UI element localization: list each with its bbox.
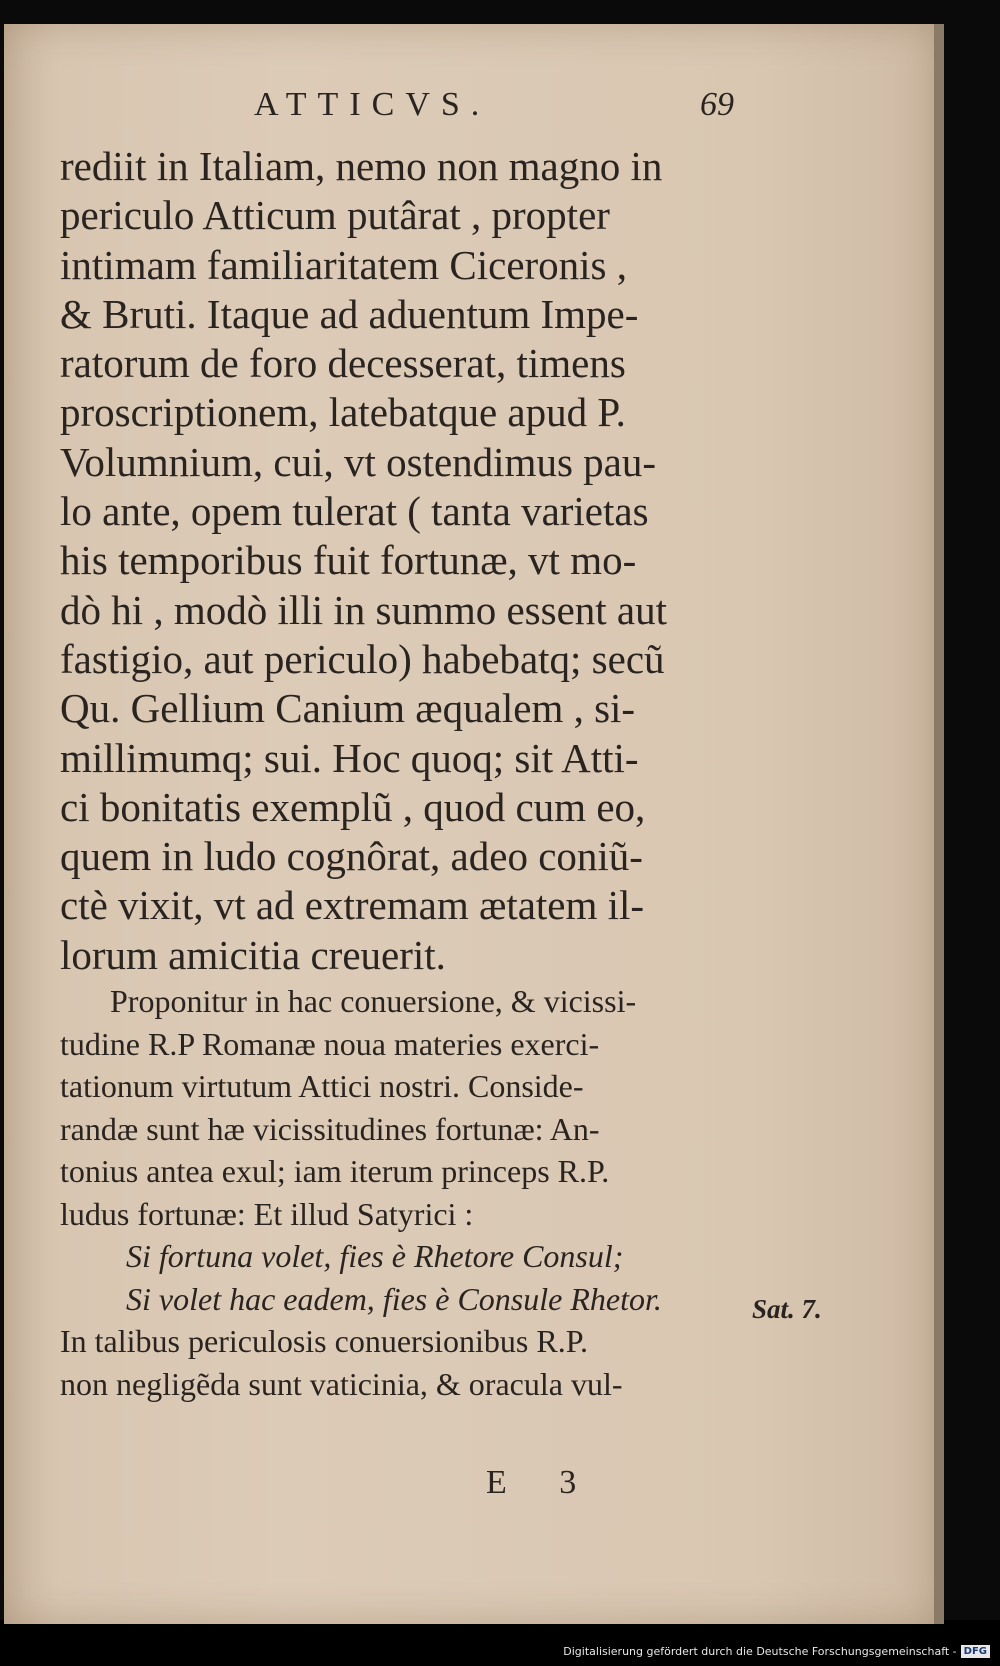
closing-line: non negligẽda sunt vaticinia, & oracula vul- bbox=[60, 1365, 623, 1402]
text-line: his temporibus fuit fortunæ, vt mo- bbox=[60, 537, 637, 584]
running-title: ATTICVS. bbox=[254, 86, 491, 123]
text-line: intimam familiaritatem Ciceronis , bbox=[60, 241, 628, 288]
text-line: millimumq; sui. Hoc quoq; sit Atti- bbox=[60, 734, 639, 781]
text-line: proscriptionem, latebatque apud P. bbox=[60, 389, 626, 436]
text-line: & Bruti. Itaque ad aduentum Impe- bbox=[60, 290, 639, 337]
text-line: dò hi , modò illi in summo essent aut bbox=[60, 586, 668, 633]
signature-mark: E 3 bbox=[486, 1464, 599, 1501]
text-line: fastigio, aut periculo) habebatq; secũ bbox=[60, 635, 665, 682]
text-line: periculo Atticum putârat , propter bbox=[60, 192, 610, 239]
running-head bbox=[254, 86, 734, 146]
page-number: 69 bbox=[700, 86, 734, 123]
page-edge bbox=[934, 24, 944, 1624]
text-line: Volumnium, cui, vt ostendimus pau- bbox=[60, 438, 657, 485]
body-text bbox=[60, 142, 740, 1405]
text-line: ratorum de foro decesserat, timens bbox=[60, 340, 626, 387]
margin-note: Sat. 7. bbox=[752, 1294, 822, 1324]
text-line: rediit in Italiam, nemo non magno in bbox=[60, 143, 663, 189]
text-line: lo ante, opem tulerat ( tanta varietas bbox=[60, 488, 649, 535]
text-line: lorum amicitia creuerit. bbox=[60, 931, 446, 978]
closing-line: In talibus periculosis conuersionibus R.P. bbox=[60, 1323, 588, 1360]
commentary-line: tudine R.P Romanæ noua materies exerci- bbox=[60, 1025, 600, 1062]
commentary-line: tationum virtutum Attici nostri. Conside- bbox=[60, 1068, 584, 1105]
dfg-logo: DFG bbox=[961, 1645, 990, 1658]
commentary-line: Proponitur in hac conuersione, & vicissi- bbox=[110, 983, 637, 1020]
commentary-line: ludus fortunæ: Et illud Satyrici : bbox=[60, 1195, 474, 1232]
book-page bbox=[4, 24, 934, 1624]
digitization-credit bbox=[563, 1645, 990, 1658]
text-line: ctè vixit, vt ad extremam ætatem il- bbox=[60, 882, 645, 929]
commentary-line: randæ sunt hæ vicissitudines fortunæ: An- bbox=[60, 1110, 600, 1147]
verse-line: Si volet hac eadem, fies è Consule Rhetor. bbox=[126, 1280, 662, 1317]
text-line: Qu. Gellium Canium æqualem , si- bbox=[60, 685, 636, 732]
text-line: ci bonitatis exemplũ , quod cum eo, bbox=[60, 783, 646, 830]
commentary-line: tonius antea exul; iam iterum princeps R.P. bbox=[60, 1153, 610, 1190]
verse-line: Si fortuna volet, fies è Rhetore Consul; bbox=[126, 1238, 624, 1275]
credit-text: Digitalisierung gefördert durch die Deutsche Forschungsgemeinschaft - bbox=[563, 1645, 957, 1658]
text-line: quem in ludo cognôrat, adeo coniũ- bbox=[60, 833, 643, 880]
